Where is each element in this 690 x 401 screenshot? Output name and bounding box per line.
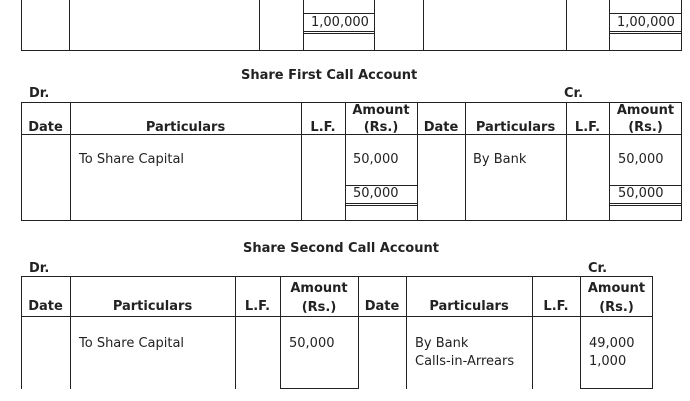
first-call-header-lf-cr: L.F. <box>574 120 601 135</box>
second-call-header-particulars-cr: Particulars <box>429 299 509 314</box>
first-call-header-particulars: Particulars <box>145 120 226 135</box>
first-call-credit-amount: 50,000 <box>618 152 664 167</box>
second-call-dr-label: Dr. <box>29 261 50 276</box>
first-call-header-amount-cr: Amount (Rs.) <box>616 103 675 135</box>
first-call-header-date-cr: Date <box>423 120 459 135</box>
first-call-header-particulars-cr: Particulars <box>475 120 556 135</box>
second-call-header-particulars: Particulars <box>112 299 193 314</box>
second-call-cr-label: Cr. <box>588 261 608 276</box>
second-call-header-lf: L.F. <box>244 299 271 314</box>
second-call-title: Share Second Call Account <box>243 241 439 256</box>
previous-left-total: 1,00,000 <box>311 15 369 30</box>
first-call-debit-amount: 50,000 <box>353 152 399 167</box>
second-call-debit-amount: 50,000 <box>289 336 335 351</box>
first-call-credit-particulars: By Bank <box>473 152 527 167</box>
first-call-header-date: Date <box>28 120 63 135</box>
second-call-credit-amount2: 1,000 <box>589 354 627 369</box>
second-call-header-amount: Amount (Rs.) <box>290 281 348 315</box>
first-call-cr-label: Cr. <box>564 86 584 101</box>
second-call-credit-line1: By Bank <box>415 336 469 351</box>
second-call-header-lf-cr: L.F. <box>543 299 569 314</box>
second-call-header-date: Date <box>28 299 63 314</box>
first-call-credit-total: 50,000 <box>618 186 664 201</box>
previous-right-total: 1,00,000 <box>617 15 675 30</box>
first-call-debit-particulars: To Share Capital <box>79 152 185 167</box>
second-call-debit-particulars: To Share Capital <box>79 336 185 351</box>
second-call-credit-line2: Calls-in-Arrears <box>415 354 515 369</box>
second-call-header-amount-cr: Amount (Rs.) <box>587 281 646 315</box>
first-call-title: Share First Call Account <box>241 68 418 83</box>
first-call-debit-total: 50,000 <box>353 186 399 201</box>
second-call-credit-amount1: 49,000 <box>589 336 635 351</box>
first-call-header-amount: Amount (Rs.) <box>352 103 410 135</box>
first-call-header-lf: L.F. <box>310 120 336 135</box>
first-call-dr-label: Dr. <box>29 86 50 101</box>
second-call-header-date-cr: Date <box>364 299 400 314</box>
